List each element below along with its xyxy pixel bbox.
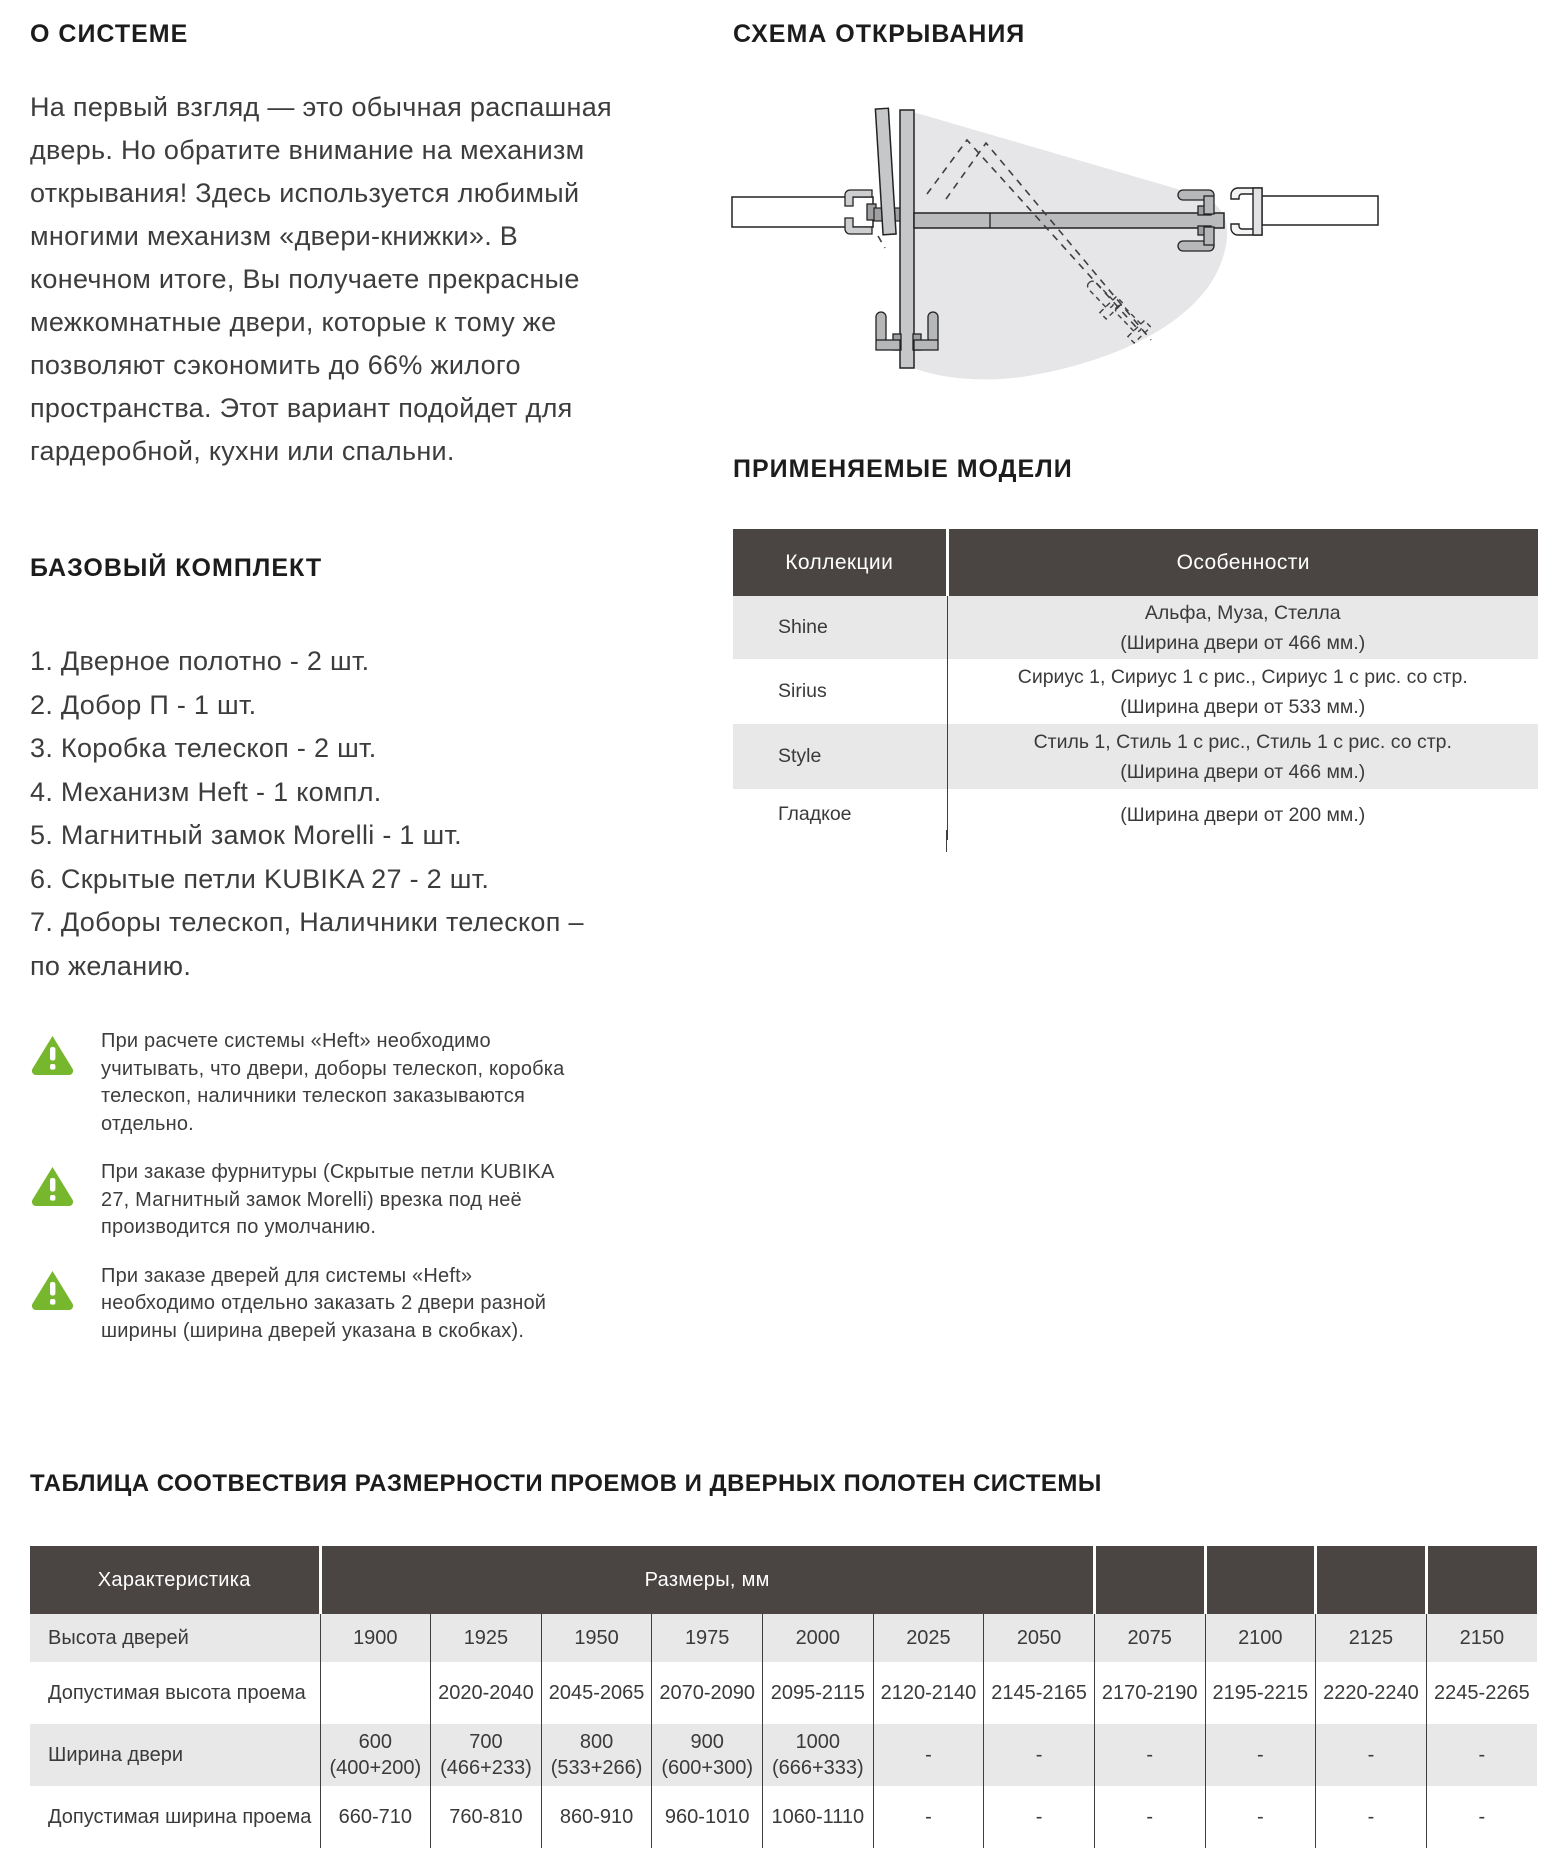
table-row: Допустимая высота проема 2020-2040 2045-2065 2070-2090 2095-2115 2120-2140 2145-2165 2170-2190 2195-2215 2220-2240 2245-2265 (30, 1662, 1537, 1724)
right-jamb (1231, 188, 1262, 235)
collection-name: Style (733, 724, 947, 789)
features-note: (Ширина двери от 466 мм.) (1120, 760, 1366, 783)
features-note: (Ширина двери от 200 мм.) (1120, 803, 1366, 826)
size-table (30, 1546, 1537, 1848)
kit-item: 6. Скрытые петли KUBIKA 27 - 2 шт. (30, 863, 490, 894)
row-label: Допустимая высота проема (48, 1682, 306, 1704)
warning-text: При заказе дверей для системы «Heft» необходимо отдельно заказать 2 двери разной ширины (ширина дверей указана в скобках). (101, 1264, 547, 1342)
open-door-leaf (900, 110, 914, 368)
table-row (733, 596, 1538, 659)
kit-item: 5. Магнитный замок Morelli - 1 шт. (30, 820, 462, 850)
models-table (733, 529, 1538, 840)
warning-triangle-icon (30, 1165, 75, 1206)
header-spacer (1316, 1546, 1427, 1614)
collection-name: Гладкое (778, 803, 852, 825)
scheme-section-title: СХЕМА ОТКРЫВАНИЯ (733, 20, 1026, 48)
about-paragraph: На первый взгляд — это обычная распашная дверь. Но обратите внимание на механизм открывания! Здесь используется любимый многими механизм «двери-книжки». В конечном итоге, Вы получаете прекрасные межкомнатные двери, которые к тому же позволяют сэкономить до 66% жилого пространства. Этот вариант подойдет для гардеробной, кухни или спальни. (30, 92, 612, 466)
table-row (733, 724, 1538, 789)
kit-item: 1. Дверное полотно - 2 шт. (30, 646, 370, 676)
features-text: Альфа, Муза, Стелла (1144, 601, 1341, 624)
size-table-header-row (30, 1546, 1537, 1614)
features-text: Сириус 1, Сириус 1 с рис., Сириус 1 с рис. со стр. (1017, 665, 1468, 688)
header-spacer (1426, 1546, 1537, 1614)
kit-item: 7. Доборы телескоп, Наличники телескоп – по желанию. (30, 907, 584, 981)
kit-item: 2. Добор П - 1 шт. (30, 689, 257, 720)
table-row (733, 789, 1538, 840)
warning-note (30, 1159, 590, 1242)
col-characteristic: Характеристика (30, 1546, 320, 1614)
warning-note (30, 1028, 590, 1138)
models-col-collections: Коллекции (733, 529, 947, 596)
table-row: Ширина двери 600 (400+200) 700 (466+233) 800 (533+266) 900 (600+300) 1000 (666+333) - - - - - - (30, 1724, 1537, 1786)
features-text: Стиль 1, Стиль 1 с рис., Стиль 1 с рис. со стр. (1033, 730, 1452, 753)
warning-text: При расчете системы «Heft» необходимо учитывать, что двери, доборы телескоп, коробка телескоп, наличники телескоп заказываются отдельно. (101, 1030, 565, 1135)
row-label: Высота дверей (30, 1614, 320, 1662)
table-row (733, 659, 1538, 724)
about-section-title: О СИСТЕМЕ (30, 20, 189, 48)
size-table-title: ТАБЛИЦА СООТВЕСТВИЯ РАЗМЕРНОСТИ ПРОЕМОВ И ДВЕРНЫХ ПОЛОТЕН СИСТЕМЫ (30, 1470, 1102, 1497)
collection-name: Sirius (778, 680, 827, 702)
warning-triangle-icon (30, 1034, 75, 1075)
row-label: Допустимая ширина проема (48, 1806, 312, 1828)
models-section-title: ПРИМЕНЯЕМЫЕ МОДЕЛИ (733, 455, 1073, 483)
collection-name: Shine (733, 596, 947, 659)
right-wall (1262, 196, 1378, 225)
warning-text: При заказе фурнитуры (Скрытые петли KUBIKA 27, Магнитный замок Morelli) врезка под неё производится по умолчанию. (101, 1161, 554, 1238)
closed-door-leaves (914, 213, 1224, 228)
door-opening-scheme-diagram (700, 95, 1410, 400)
kit-list (30, 640, 614, 988)
header-spacer (1205, 1546, 1316, 1614)
features-note: (Ширина двери от 533 мм.) (1120, 695, 1366, 718)
warning-triangle-icon (30, 1269, 75, 1310)
header-spacer (1094, 1546, 1205, 1614)
row-label: Ширина двери (30, 1724, 320, 1786)
models-col-features: Особенности (947, 529, 1538, 596)
kit-section-title: БАЗОВЫЙ КОМПЛЕКТ (30, 554, 323, 582)
warnings-block (30, 1028, 590, 1366)
column-divider-tail (946, 830, 947, 852)
features-note: (Ширина двери от 466 мм.) (1120, 631, 1366, 654)
kit-item: 3. Коробка телескоп - 2 шт. (30, 733, 377, 763)
col-sizes-mm: Размеры, мм (320, 1546, 1094, 1614)
warning-note (30, 1263, 590, 1346)
models-header-row (733, 529, 1538, 596)
table-row: Допустимая ширина проема 660-710 760-810 860-910 960-1010 1060-1110 - - - - - - (30, 1786, 1537, 1848)
kit-item: 4. Механизм Heft - 1 компл. (30, 776, 382, 807)
table-row: Высота дверей 1900 1925 1950 1975 2000 2025 2050 2075 2100 2125 2150 (30, 1614, 1537, 1662)
